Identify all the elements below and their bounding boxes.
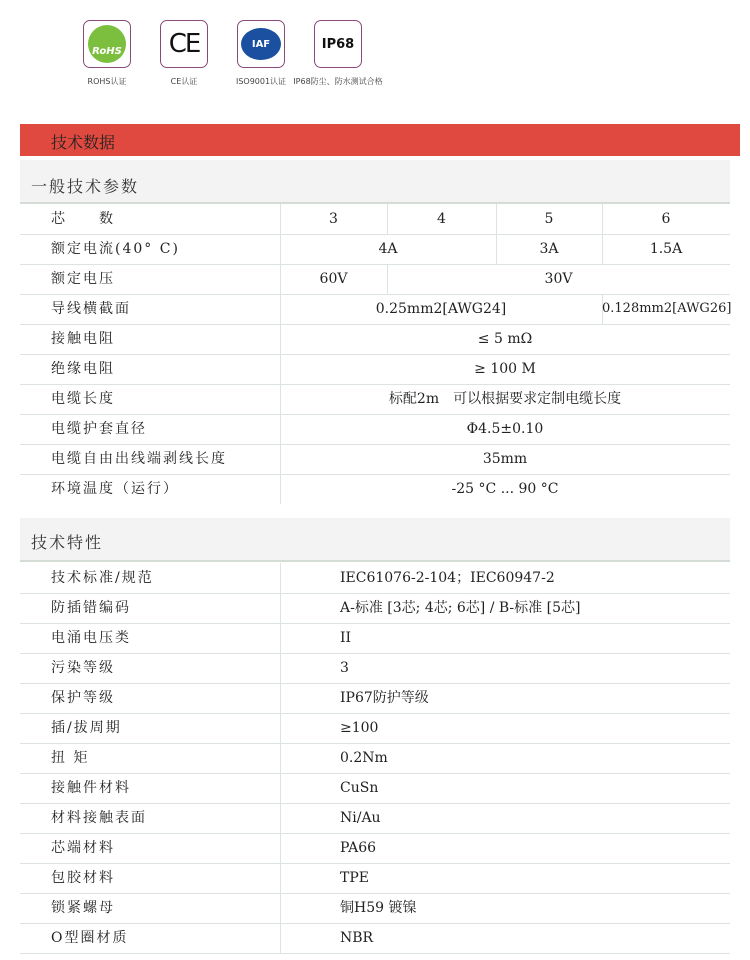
row-label: 防插错编码 bbox=[51, 600, 131, 616]
table-row bbox=[20, 923, 730, 954]
row-label: 电缆长度 bbox=[51, 391, 115, 407]
table-row bbox=[20, 324, 730, 355]
row-label: 污染等级 bbox=[51, 660, 115, 676]
table-row bbox=[20, 414, 730, 445]
row-value: 3 bbox=[340, 660, 349, 676]
row-label: 环境温度（运行） bbox=[51, 481, 179, 497]
cert-caption: CE认证 bbox=[170, 77, 198, 86]
cert-caption: ROHS认证 bbox=[87, 77, 127, 86]
voltage-value: 60V bbox=[319, 271, 348, 287]
general-section-title: 一般技术参数 bbox=[31, 177, 140, 196]
row-label: 技术标准/规范 bbox=[51, 570, 154, 586]
table-row-voltage bbox=[20, 264, 730, 295]
current-value: 1.5A bbox=[649, 241, 683, 257]
table-row bbox=[20, 563, 730, 594]
row-label: 电涌电压类 bbox=[51, 630, 131, 646]
row-label: 材料接触表面 bbox=[51, 810, 147, 826]
row-label: 锁紧螺母 bbox=[51, 900, 115, 916]
row-value: ≥ 100 M bbox=[474, 361, 536, 377]
row-value: IEC61076-2-104；IEC60947-2 bbox=[340, 570, 555, 586]
ce-mark-icon: CE bbox=[160, 20, 208, 68]
table-row bbox=[20, 893, 730, 924]
core-count-4: 4 bbox=[437, 211, 446, 227]
table-row bbox=[20, 863, 730, 894]
cert-caption: IP68防尘、防水测试合格 bbox=[293, 77, 383, 86]
row-value: CuSn bbox=[340, 780, 379, 796]
row-value: ≤ 5 mΩ bbox=[477, 331, 533, 347]
row-value: 0.2Nm bbox=[340, 750, 388, 766]
table-row bbox=[20, 653, 730, 684]
core-count-3: 3 bbox=[329, 211, 338, 227]
table-row bbox=[20, 833, 730, 864]
row-value: II bbox=[340, 630, 352, 646]
certification-strip bbox=[0, 0, 750, 120]
features-section-title: 技术特性 bbox=[31, 533, 104, 552]
row-value: NBR bbox=[340, 930, 374, 946]
row-value: -25 °C ... 90 °C bbox=[451, 481, 559, 497]
cert-caption: ISO9001认证 bbox=[235, 77, 287, 86]
table-row bbox=[20, 803, 730, 834]
row-label: 导线横截面 bbox=[51, 301, 131, 317]
table-row-cores bbox=[20, 204, 730, 235]
row-value: Ni/Au bbox=[340, 810, 381, 826]
row-label: 插/拔周期 bbox=[51, 720, 122, 736]
row-label: 接触件材料 bbox=[51, 780, 131, 796]
table-row bbox=[20, 623, 730, 654]
row-value: 35mm bbox=[482, 451, 528, 467]
table-row bbox=[20, 773, 730, 804]
cross-section-value: 0.128mm2[AWG26] bbox=[602, 301, 732, 316]
features-section-header bbox=[20, 518, 730, 560]
row-value: A-标准 [3芯; 4芯; 6芯] / B-标准 [5芯] bbox=[340, 600, 581, 616]
row-label: 绝缘电阻 bbox=[51, 361, 115, 377]
table-row bbox=[20, 683, 730, 714]
row-label: O型圈材质 bbox=[51, 930, 129, 946]
table-row bbox=[20, 743, 730, 774]
row-label: 电缆护套直径 bbox=[51, 421, 147, 437]
row-value: ≥100 bbox=[340, 720, 379, 736]
row-label: 接触电阻 bbox=[51, 331, 115, 347]
banner-title: 技术数据 bbox=[51, 133, 116, 152]
core-count-5: 5 bbox=[544, 211, 554, 227]
ip68-badge-icon: IP68 bbox=[314, 20, 362, 68]
row-label: 电缆自由出线端剥线长度 bbox=[51, 451, 227, 467]
table-row-cross-section bbox=[20, 294, 730, 325]
table-row-current bbox=[20, 234, 730, 265]
row-value: TPE bbox=[340, 870, 369, 886]
row-label: 芯端材料 bbox=[51, 840, 115, 856]
cert-ip68 bbox=[293, 20, 383, 87]
iaf-logo-icon: IAF bbox=[237, 20, 285, 68]
table-row bbox=[20, 474, 730, 504]
row-value: IP67防护等级 bbox=[340, 690, 429, 706]
row-label: 包胶材料 bbox=[51, 870, 115, 886]
tech-data-banner bbox=[20, 124, 740, 156]
table-row bbox=[20, 444, 730, 475]
cross-section-value: 0.25mm2[AWG24] bbox=[375, 301, 507, 317]
row-value: PA66 bbox=[340, 840, 377, 856]
row-value: 标配2m 可以根据要求定制电缆长度 bbox=[388, 391, 622, 407]
row-value: 铜H59 镀镍 bbox=[340, 900, 417, 916]
current-value: 4A bbox=[378, 241, 398, 257]
table-row bbox=[20, 354, 730, 385]
row-label: 芯 数 bbox=[51, 211, 115, 227]
row-label: 额定电流(40° C) bbox=[51, 241, 180, 257]
row-label: 保护等级 bbox=[51, 690, 115, 706]
current-value: 3A bbox=[539, 241, 559, 257]
row-label: 额定电压 bbox=[51, 271, 115, 287]
voltage-value: 30V bbox=[544, 271, 573, 287]
table-row bbox=[20, 384, 730, 415]
table-row bbox=[20, 593, 730, 624]
core-count-6: 6 bbox=[661, 211, 671, 227]
table-row bbox=[20, 713, 730, 744]
row-label: 扭 矩 bbox=[51, 750, 90, 766]
rohs-logo-icon: RoHS bbox=[83, 20, 131, 68]
section-divider bbox=[20, 560, 730, 562]
row-value: Φ4.5±0.10 bbox=[466, 421, 544, 437]
